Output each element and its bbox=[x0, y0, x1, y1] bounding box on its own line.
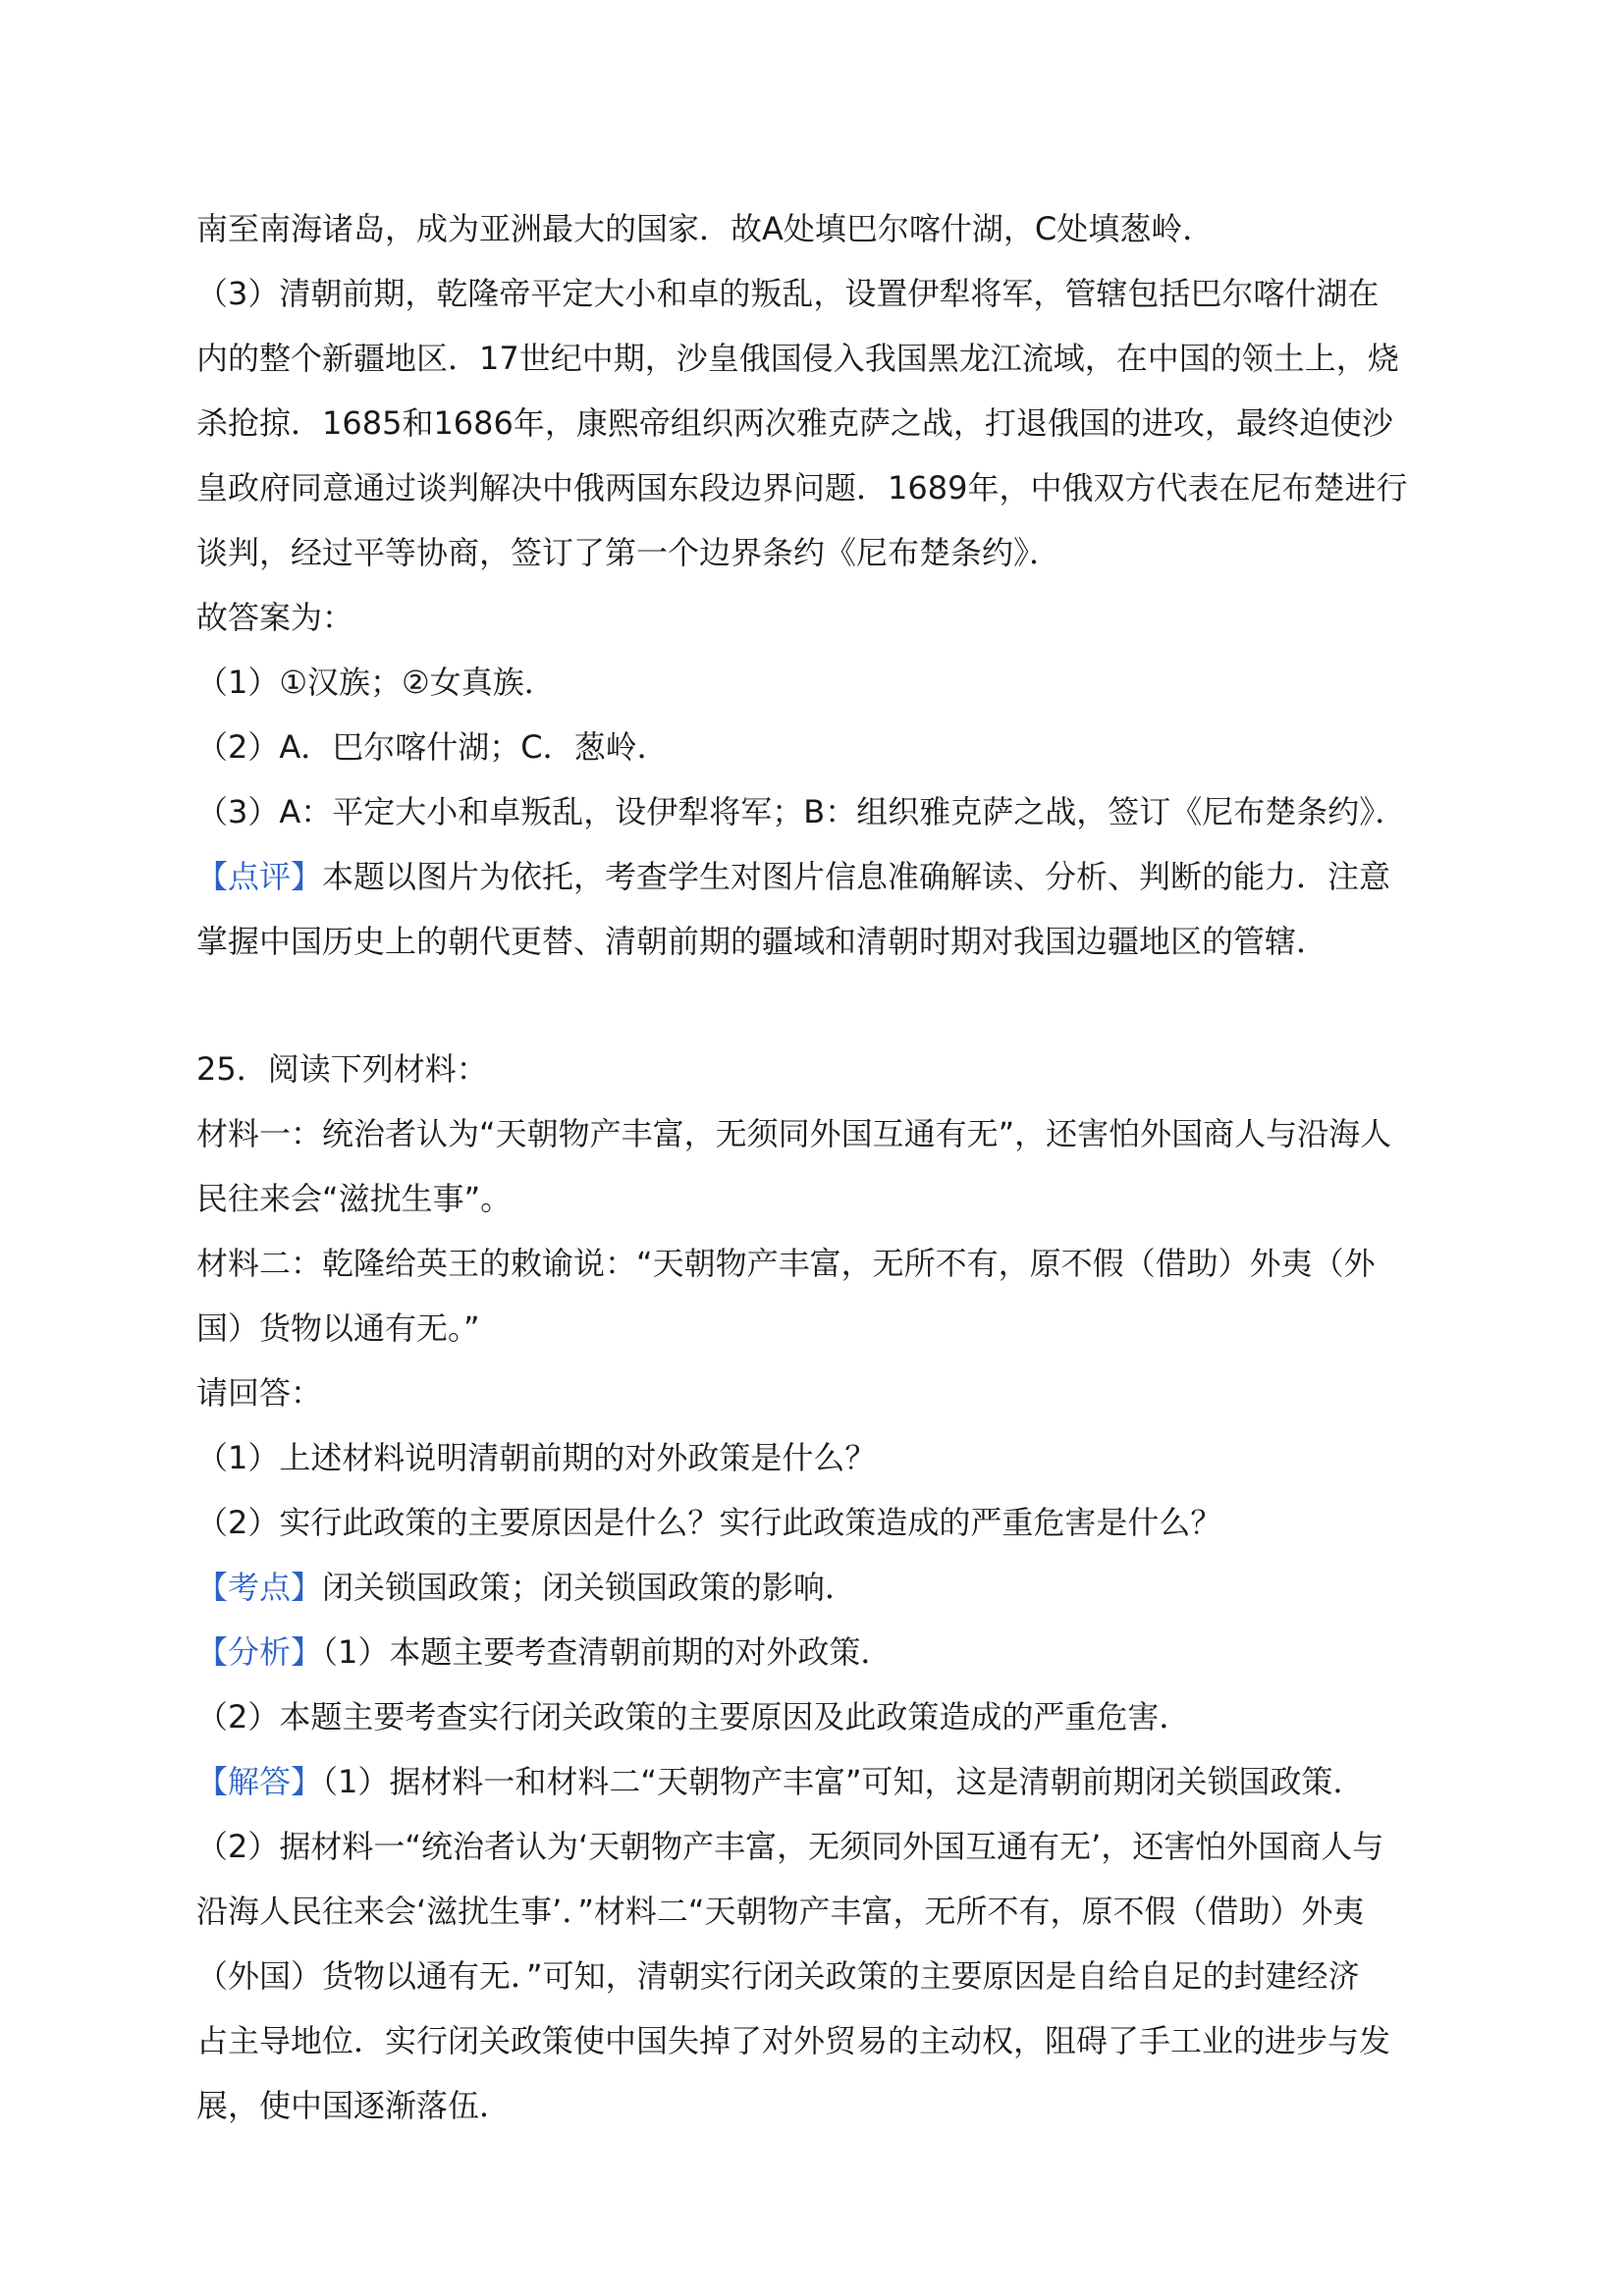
analysis-line bbox=[196, 1620, 1443, 1684]
key-point-line bbox=[196, 1555, 1443, 1620]
text-line: 谈判，经过平等协商，签订了第一个边界条约《尼布楚条约》． bbox=[196, 534, 1061, 571]
solution-line-6: 展，使中国逐渐落伍． bbox=[196, 2087, 512, 2124]
comment-text: 本题以图片为依托，考查学生对图片信息准确解读、分析、判断的能力．注意 bbox=[322, 858, 1391, 895]
solution-line-4: （外国）货物以通有无．”可知，清朝实行闭关政策的主要原因是自给自足的封建经济 bbox=[196, 1957, 1360, 1995]
key-point-tag: 【考点】 bbox=[196, 1569, 323, 1606]
solution-line-3: 沿海人民往来会‘滋扰生事’．”材料二“天朝物产丰富，无所不有，原不假（借助）外夷 bbox=[196, 1893, 1365, 1930]
answer-intro: 故答案为： bbox=[196, 599, 354, 636]
section-gap bbox=[196, 974, 1443, 1037]
answer-3: （3）A：平定大小和卓叛乱，设伊犁将军；B：组织雅克萨之战，签订《尼布楚条约》． bbox=[196, 793, 1407, 830]
solution-line-5: 占主导地位．实行闭关政策使中国失掉了对外贸易的主动权，阻碍了手工业的进步与发 bbox=[196, 2022, 1391, 2059]
analysis-text: （1）本题主要考查清朝前期的对外政策． bbox=[322, 1633, 893, 1671]
solution-line bbox=[196, 1749, 1443, 1814]
analysis-line-2: （2）本题主要考查实行闭关政策的主要原因及此政策造成的严重危害． bbox=[196, 1698, 1191, 1735]
text-line: 皇政府同意通过谈判解决中俄两国东段边界问题．1689年，中俄双方代表在尼布楚进行 bbox=[196, 469, 1408, 507]
sub-question-1: （1）上述材料说明清朝前期的对外政策是什么？ bbox=[196, 1439, 877, 1476]
text-line: 内的整个新疆地区．17世纪中期，沙皇俄国侵入我国黑龙江流域，在中国的领土上，烧 bbox=[196, 340, 1399, 377]
sub-question-2: （2）实行此政策的主要原因是什么？实行此政策造成的严重危害是什么？ bbox=[196, 1504, 1222, 1541]
solution-line-2: （2）据材料一“统治者认为‘天朝物产丰富，无须同外国互通有无’，还害怕外国商人与 bbox=[196, 1828, 1384, 1865]
analysis-tag: 【分析】 bbox=[196, 1633, 323, 1671]
solution-text: （1）据材料一和材料二“天朝物产丰富”可知，这是清朝前期闭关锁国政策． bbox=[322, 1763, 1365, 1800]
comment-tag: 【点评】 bbox=[196, 858, 323, 895]
material-2-line-1: 材料二：乾隆给英王的敕谕说：“天朝物产丰富，无所不有，原不假（借助）外夷（外 bbox=[196, 1245, 1376, 1282]
solution-tag: 【解答】 bbox=[196, 1763, 323, 1800]
key-point-text: 闭关锁国政策；闭关锁国政策的影响． bbox=[322, 1569, 857, 1606]
text-line: 杀抢掠．1685和1686年，康熙帝组织两次雅克萨之战，打退俄国的进攻，最终迫使沙 bbox=[196, 404, 1393, 442]
material-1-line-2: 民往来会“滋扰生事”。 bbox=[196, 1180, 513, 1217]
question-title: 25．阅读下列材料： bbox=[196, 1050, 488, 1088]
material-1-line-1: 材料一：统治者认为“天朝物产丰富，无须同外国互通有无”，还害怕外国商人与沿海人 bbox=[196, 1115, 1392, 1152]
text-line: （3）清朝前期，乾隆帝平定大小和卓的叛乱，设置伊犁将军，管辖包括巴尔喀什湖在 bbox=[196, 275, 1380, 312]
answer-2: （2）A．巴尔喀什湖；C．葱岭． bbox=[196, 728, 669, 766]
text-line: 南至南海诸岛，成为亚洲最大的国家．故A处填巴尔喀什湖，C处填葱岭． bbox=[196, 210, 1215, 247]
document-page bbox=[196, 196, 1443, 2138]
ask-prompt: 请回答： bbox=[196, 1374, 323, 1412]
comment-line-2: 掌握中国历史上的朝代更替、清朝前期的疆域和清朝时期对我国边疆地区的管辖． bbox=[196, 923, 1328, 960]
material-2-line-2: 国）货物以通有无。” bbox=[196, 1309, 480, 1347]
answer-1: （1）①汉族；②女真族． bbox=[196, 664, 556, 701]
comment-line bbox=[196, 844, 1443, 909]
